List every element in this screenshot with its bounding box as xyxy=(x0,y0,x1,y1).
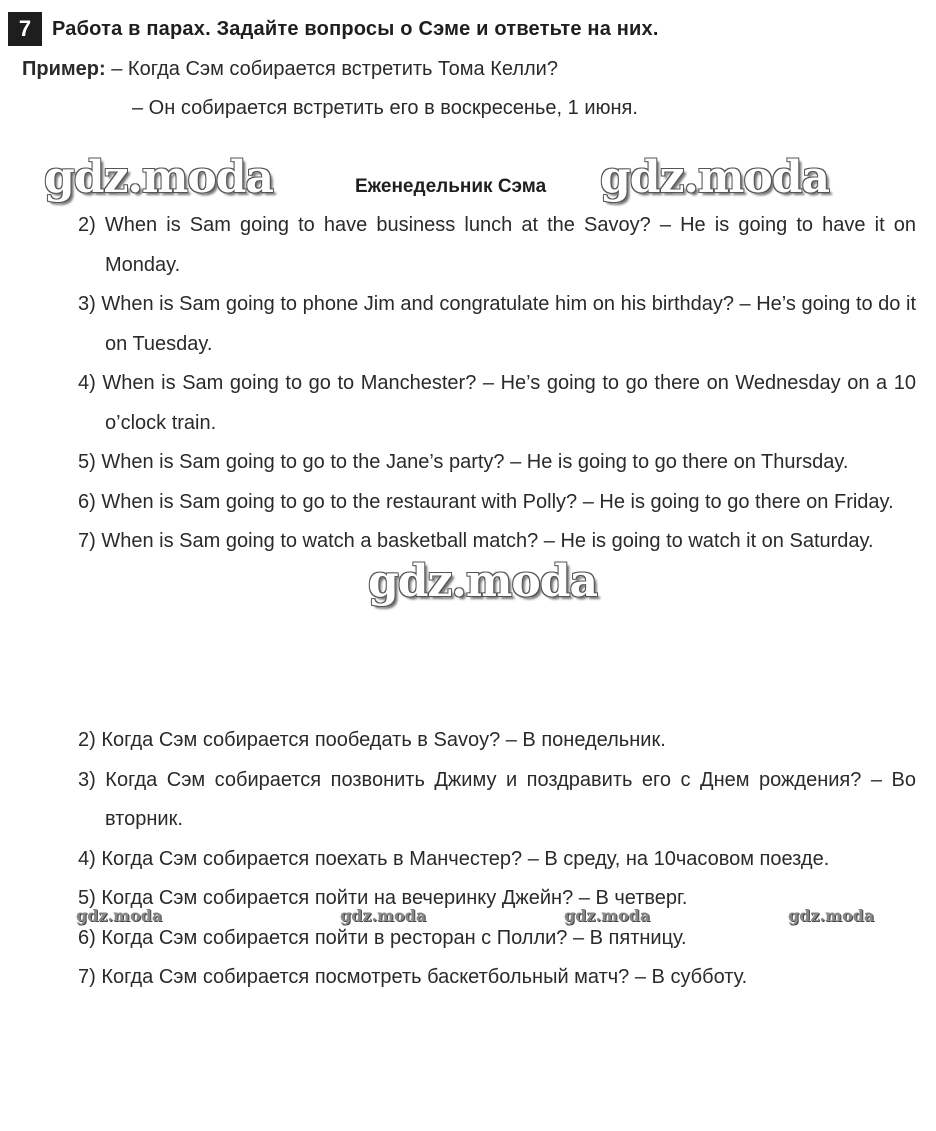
weekly-title: Еженедельник Сэма xyxy=(355,176,547,197)
russian-qa-item: 6) Когда Сэм собирается пойти в ресторан с Полли? – В пятницу. xyxy=(78,926,687,949)
english-qa-item: 6) When is Sam going to go to the restaurant with Polly? – He is going to go there on Friday. xyxy=(78,490,894,513)
example-label: Пример: xyxy=(22,58,106,80)
english-answers xyxy=(78,206,916,562)
example-answer: – Он собирается встретить его в воскресенье, 1 июня. xyxy=(132,97,638,119)
english-qa-item: 7) When is Sam going to watch a basketball match? – He is going to watch it on Saturday. xyxy=(78,530,874,552)
watermark-small: gdz.moda xyxy=(788,906,875,925)
watermark-small: gdz.moda xyxy=(564,906,651,925)
russian-qa-item: 5) Когда Сэм собирается пойти на вечеринку Джейн? – В четверг. xyxy=(78,887,688,909)
example-question-line xyxy=(22,58,558,81)
english-qa-item: 5) When is Sam going to go to the Jane’s party? – He is going to go there on Thursday. xyxy=(78,451,849,473)
russian-qa-item: 3) Когда Сэм собирается позвонить Джиму и поздравить его с Днем рождения? – Во вторник. xyxy=(78,768,916,830)
watermark-logo: gdz.moda xyxy=(44,152,274,203)
watermark-small: gdz.moda xyxy=(340,906,427,925)
watermark-logo: gdz.moda xyxy=(368,556,598,607)
watermark-small: gdz.moda xyxy=(76,906,163,925)
english-qa-item: 3) When is Sam going to phone Jim and congratulate him on his birthday? – He’s going to do it on Tuesday. xyxy=(78,293,916,355)
russian-qa-item: 7) Когда Сэм собирается посмотреть баскетбольный матч? – В субботу. xyxy=(78,966,748,988)
task-title: Работа в парах. Задайте вопросы о Сэме и ответьте на них. xyxy=(52,17,659,40)
english-qa-item: 2) When is Sam going to have business lunch at the Savoy? – He is going to have it on Monday. xyxy=(78,214,916,276)
example-question: – Когда Сэм собирается встретить Тома Келли? xyxy=(111,58,558,80)
english-qa-item: 4) When is Sam going to go to Manchester? – He’s going to go there on Wednesday on a 10 o’clock train. xyxy=(78,372,916,434)
russian-qa-item: 2) Когда Сэм собирается пообедать в Savoy? – В понедельник. xyxy=(78,729,666,751)
watermark-logo: gdz.moda xyxy=(600,152,830,203)
task-header xyxy=(8,12,659,46)
task-number-badge: 7 xyxy=(8,12,42,46)
russian-answers xyxy=(78,721,916,998)
russian-qa-item: 4) Когда Сэм собирается поехать в Манчестер? – В среду, на 10часовом поезде. xyxy=(78,847,830,870)
